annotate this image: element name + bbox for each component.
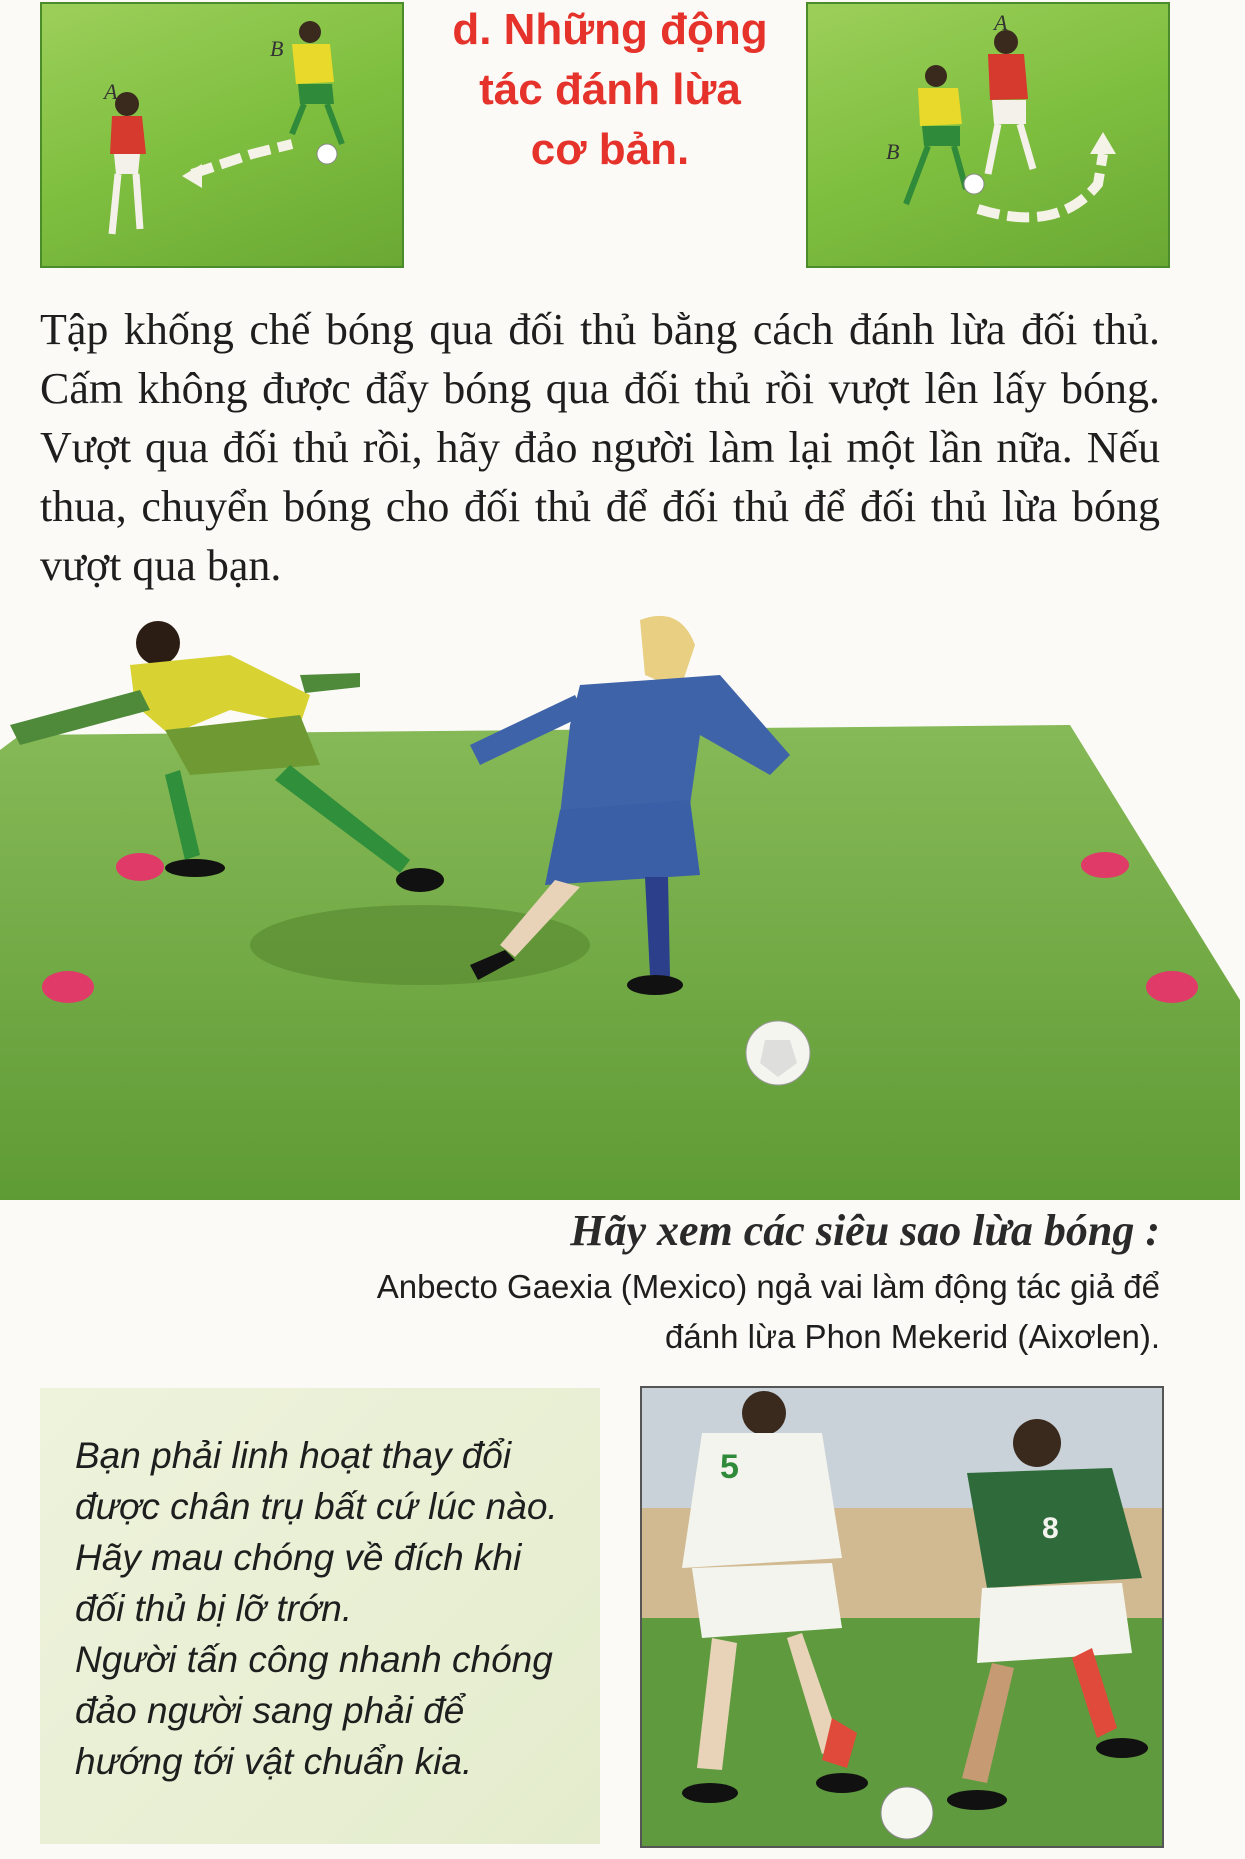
- training-photo-illustration: [0, 615, 1245, 1205]
- tip-1: Bạn phải linh hoạt thay đổi được chân trụ bất cứ lúc nào.: [75, 1435, 558, 1527]
- diagram-right-label-b: B: [886, 139, 900, 164]
- section-heading: [410, 0, 810, 180]
- caption-title: Hãy xem các siêu sao lừa bóng :: [570, 1206, 1160, 1255]
- jersey-number-green: 8: [1042, 1512, 1059, 1545]
- diagram-right-label-a: A: [994, 10, 1008, 35]
- tip-3: Người tấn công nhanh chóng đảo người sang phải để hướng tới vật chuẩn kia.: [75, 1639, 553, 1782]
- diagram-left-label-a: A: [104, 79, 118, 104]
- tip-2: Hãy mau chóng về đích khi đối thủ bị lỡ trớn.: [75, 1537, 522, 1629]
- jersey-number-white: 5: [720, 1448, 739, 1486]
- match-photo-illustration: [642, 1388, 1162, 1846]
- cone-marker: [1146, 971, 1198, 1003]
- diagram-right-illustration: [808, 4, 1168, 266]
- heading-line-2: tác đánh lừa: [479, 65, 741, 114]
- cone-marker: [1081, 852, 1129, 878]
- intro-paragraph: Tập khống chế bóng qua đối thủ bằng cách đánh lừa đối thủ. Cấm không được đẩy bóng qua đối thủ rồi vượt lên lấy bóng. Vượt qua đối thủ rồi, hãy đảo người làm lại một lần nữa. Nếu thua, chuyển bóng cho đối thủ để đối thủ để đối thủ lừa bóng vượt qua bạn.: [40, 305, 1160, 590]
- diagram-dribble-right: [806, 2, 1170, 268]
- diagram-left-label-b: B: [270, 36, 284, 61]
- caption-line-2: đánh lừa Phon Mekerid (Aixơlen).: [665, 1318, 1160, 1355]
- diagram-left-illustration: [42, 4, 402, 266]
- match-photo: [640, 1386, 1164, 1848]
- cone-marker: [42, 971, 94, 1003]
- cone-marker: [116, 853, 164, 881]
- caption-line-1: Anbecto Gaexia (Mexico) ngả vai làm động tác giả để: [376, 1268, 1160, 1305]
- heading-line-1: d. Những động: [452, 5, 768, 54]
- training-photo: [0, 615, 1245, 1205]
- heading-line-3: cơ bản.: [530, 125, 690, 174]
- diagram-dribble-left: [40, 2, 404, 268]
- match-ball: [881, 1787, 933, 1839]
